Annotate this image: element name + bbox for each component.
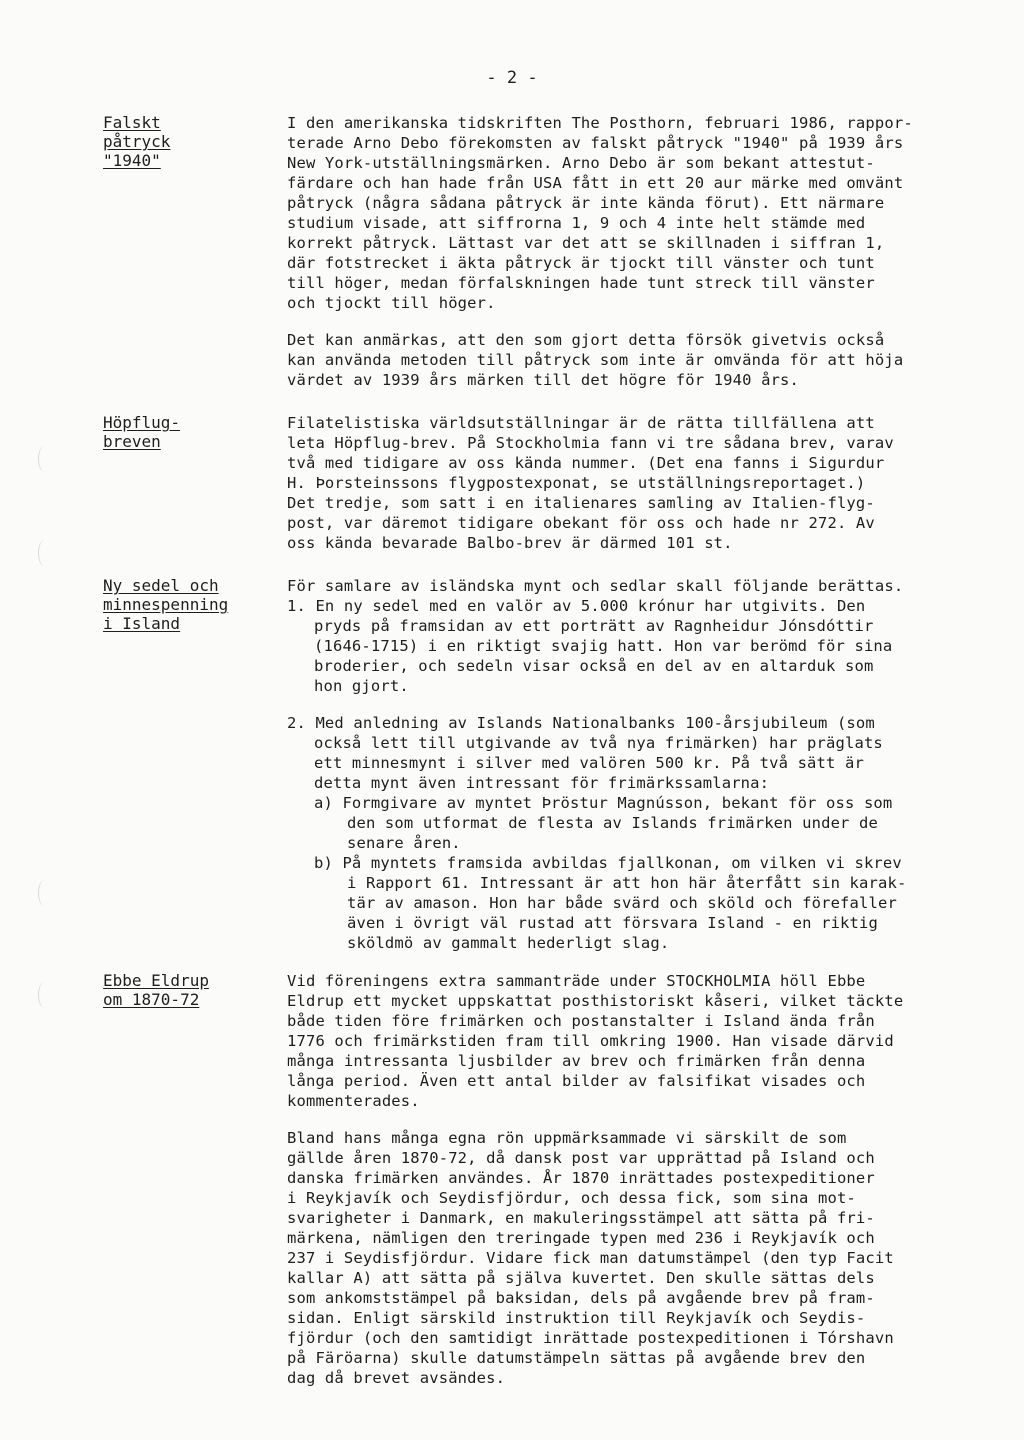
text-line: värdet av 1939 års märken till det högre för 1940 års. bbox=[287, 371, 800, 389]
text-line: oss kända bevarade Balbo-brev är därmed 101 st. bbox=[287, 534, 733, 552]
paragraph bbox=[287, 971, 967, 1111]
text-line: 237 i Seydisfjördur. Vidare fick man datumstämpel (den typ Facit bbox=[287, 1249, 894, 1267]
text-line: både tiden före frimärken och postanstalter i Island ända från bbox=[287, 1012, 875, 1030]
text-line: (1646-1715) i en riktigt svajig hatt. Hon var berömd för sina bbox=[314, 637, 893, 655]
punch-hole-mark bbox=[38, 446, 51, 472]
margin-heading-line: minnespenning bbox=[103, 595, 229, 614]
text-line: även i övrigt väl rustad att försvara Island - en riktig bbox=[347, 914, 878, 932]
margin-heading-line: "1940" bbox=[103, 151, 161, 170]
paragraph bbox=[287, 113, 967, 313]
list-item-1 bbox=[287, 596, 967, 696]
text-line: 1. En ny sedel med en valör av 5.000 krónur har utgivits. Den bbox=[287, 597, 866, 615]
text-line: leta Höpflug-brev. På Stockholmia fann vi tre sådana brev, varav bbox=[287, 434, 894, 452]
paragraph bbox=[287, 330, 967, 390]
text-line: danska frimärken användes. År 1870 inrättades postexpeditioner bbox=[287, 1169, 875, 1187]
text-line: den som utformat de flesta av Islands frimärken under de bbox=[347, 814, 878, 832]
text-line: korrekt påtryck. Lättast var det att se skillnaden i siffran 1, bbox=[287, 234, 885, 252]
text-line: långa period. Även ett antal bilder av falsifikat visades och bbox=[287, 1072, 866, 1090]
text-line: många intressanta ljusbilder av brev och frimärken från denna bbox=[287, 1052, 866, 1070]
text-line: svarigheter i Danmark, en makuleringsstämpel att sätta på fri- bbox=[287, 1209, 875, 1227]
text-line: sidan. Enligt särskild instruktion till Reykjavík och Seydis- bbox=[287, 1309, 866, 1327]
text-line: detta mynt även intressant för frimärkssamlarna: bbox=[314, 774, 770, 792]
margin-heading-line: i Island bbox=[103, 614, 181, 633]
text-line: på Färöarna) skulle datumstämpeln sättas på avgående brev den bbox=[287, 1349, 866, 1367]
text-line: ett minnesmynt i silver med valören 500 kr. På två sätt är bbox=[314, 754, 864, 772]
paragraph bbox=[287, 1128, 967, 1388]
text-line: där fotstrecket i äkta påtryck är tjockt till vänster och tunt bbox=[287, 254, 875, 272]
punch-hole-mark bbox=[38, 982, 51, 1008]
punch-hole-mark bbox=[38, 880, 51, 906]
text-line: 1776 och frimärkstiden fram till omkring 1900. Han visade därvid bbox=[287, 1032, 894, 1050]
margin-heading-line: breven bbox=[103, 432, 161, 451]
margin-heading bbox=[103, 971, 263, 1009]
text-line: som ankomststämpel på baksidan, dels på avgående brev på fram- bbox=[287, 1289, 875, 1307]
text-line: Det tredje, som satt i en italienares samling av Italien-flyg- bbox=[287, 494, 875, 512]
section-body bbox=[287, 971, 967, 1405]
page-number: - 2 - bbox=[486, 68, 538, 88]
text-line: kallar A) att sätta på själva kuvertet. Den skulle sättas dels bbox=[287, 1269, 875, 1287]
text-line: Eldrup ett mycket uppskattat posthistoriskt kåseri, vilket täckte bbox=[287, 992, 904, 1010]
text-line: sköldmö av gammalt hederligt slag. bbox=[347, 934, 670, 952]
margin-heading-line: Ny sedel och bbox=[103, 576, 219, 595]
text-line: hon gjort. bbox=[314, 677, 409, 695]
text-line: Filatelistiska världsutställningar är de rätta tillfällena att bbox=[287, 414, 875, 432]
margin-heading bbox=[103, 413, 263, 451]
sub-item-b-line: b) På myntets framsida avbildas fjallkonan, om vilken vi skrev bbox=[314, 854, 902, 872]
margin-heading-line: om 1870-72 bbox=[103, 990, 200, 1009]
text-line: Det kan anmärkas, att den som gjort detta försök givetvis också bbox=[287, 331, 885, 349]
text-line: studium visade, att siffrorna 1, 9 och 4 inte helt stämde med bbox=[287, 214, 866, 232]
text-line: Vid föreningens extra sammanträde under STOCKHOLMIA höll Ebbe bbox=[287, 972, 866, 990]
text-line: broderier, och sedeln visar också en del av en altarduk som bbox=[314, 657, 874, 675]
text-line: New York-utställningsmärken. Arno Debo är som bekant attestut- bbox=[287, 154, 875, 172]
text-line: 2. Med anledning av Islands Nationalbanks 100-årsjubileum (som bbox=[287, 714, 875, 732]
punch-hole-mark bbox=[38, 540, 51, 566]
section-body bbox=[287, 113, 967, 407]
text-line: gällde åren 1870-72, då dansk post var upprättad på Island och bbox=[287, 1149, 875, 1167]
text-line: I den amerikanska tidskriften The Posthorn, februari 1986, rappor- bbox=[287, 114, 913, 132]
text-line: till höger, medan förfalskningen hade tunt streck till vänster bbox=[287, 274, 875, 292]
text-line: pryds på framsidan av ett porträtt av Ragnheidur Jónsdóttir bbox=[314, 617, 874, 635]
text-line: senare åren. bbox=[347, 834, 461, 852]
margin-heading-line: Falskt bbox=[103, 113, 161, 132]
text-line: kan använda metoden till påtryck som inte är omvända för att höja bbox=[287, 351, 904, 369]
margin-heading-line: Höpflug- bbox=[103, 413, 181, 432]
section-body bbox=[287, 576, 967, 953]
text-line: märkena, nämligen den treringade typen med 236 i Reykjavík och bbox=[287, 1229, 875, 1247]
text-line: två med tidigare av oss kända nummer. (Det ena fanns i Sigurdur bbox=[287, 454, 885, 472]
text-line: H. Þorsteinssons flygpostexponat, se utställningsreportaget.) bbox=[287, 474, 866, 492]
intro-line: För samlare av isländska mynt och sedlar skall följande berättas. bbox=[287, 577, 904, 595]
list-item-2 bbox=[287, 713, 967, 953]
text-line: terade Arno Debo förekomsten av falskt påtryck "1940" på 1939 års bbox=[287, 134, 904, 152]
margin-heading bbox=[103, 576, 263, 633]
paragraph bbox=[287, 413, 967, 553]
margin-heading bbox=[103, 113, 263, 170]
text-line: också lett till utgivande av två nya frimärken) har präglats bbox=[314, 734, 883, 752]
margin-heading-line: Ebbe Eldrup bbox=[103, 971, 209, 990]
sub-item-a-line: a) Formgivare av myntet Þröstur Magnússon, bekant för oss som bbox=[314, 794, 893, 812]
text-line: i Rapport 61. Intressant är att hon här återfått sin karak- bbox=[347, 874, 907, 892]
text-line: fjördur (och den samtidigt inrättade postexpeditionen i Tórshavn bbox=[287, 1329, 894, 1347]
text-line: påtryck (några sådana påtryck är inte kända förut). Ett närmare bbox=[287, 194, 885, 212]
text-line: post, var däremot tidigare obekant för oss och hade nr 272. Av bbox=[287, 514, 875, 532]
text-line: dag då brevet avsändes. bbox=[287, 1369, 506, 1387]
text-line: i Reykjavík och Seydisfjördur, och dessa fick, som sina mot- bbox=[287, 1189, 856, 1207]
text-line: kommenterades. bbox=[287, 1092, 420, 1110]
text-line: tär av amason. Hon har både svärd och sköld och förefaller bbox=[347, 894, 897, 912]
margin-heading-line: påtryck bbox=[103, 132, 171, 151]
text-line: och tjockt till höger. bbox=[287, 294, 496, 312]
section-body bbox=[287, 413, 967, 570]
text-line: färdare och han hade från USA fått in ett 20 aur märke med omvänt bbox=[287, 174, 904, 192]
text-line: Bland hans många egna rön uppmärksammade vi särskilt de som bbox=[287, 1129, 847, 1147]
